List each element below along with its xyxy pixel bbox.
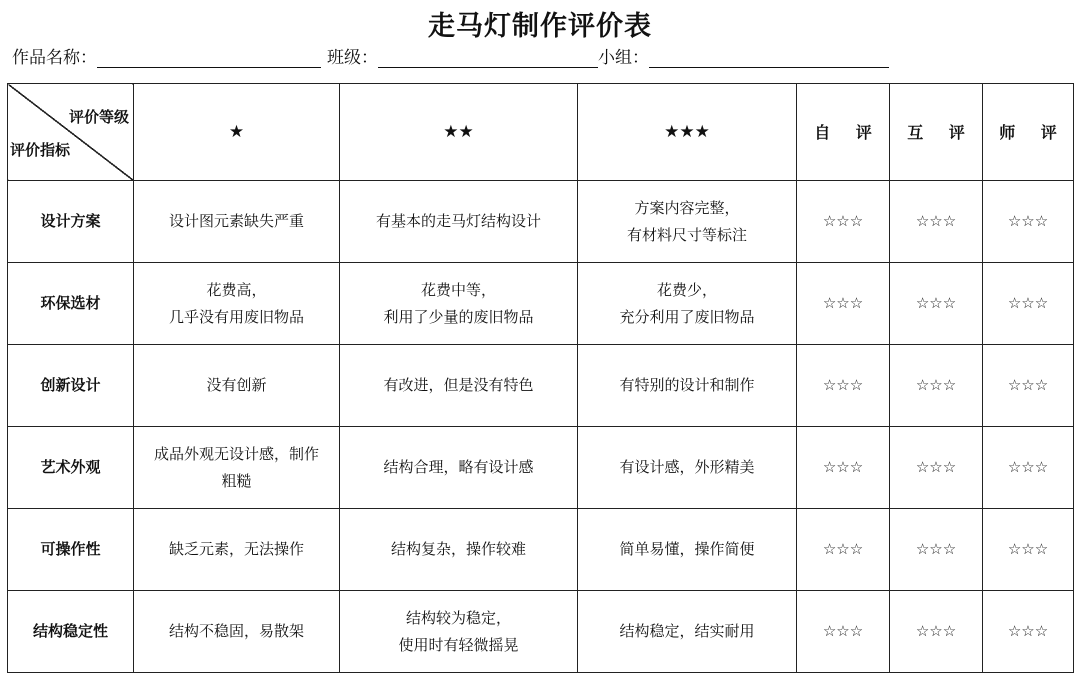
peer-rating-stars[interactable]: ☆☆☆ — [890, 509, 983, 591]
header-row — [8, 84, 1074, 181]
table-row — [8, 509, 1074, 591]
descriptor-line: 使用时有轻微摇晃 — [398, 635, 519, 654]
descriptor-line: 花费中等， — [420, 280, 496, 299]
descriptor-line: 简单易懂，操作简便 — [619, 540, 755, 558]
criterion-cell: 设计方案 — [8, 181, 134, 263]
descriptor-cell-one — [134, 263, 340, 345]
descriptor-cell-one — [134, 591, 340, 673]
descriptor-line: 利用了少量的废旧物品 — [383, 307, 534, 326]
peer-eval-header: 互 评 — [890, 84, 983, 181]
teacher-rating-stars[interactable]: ☆☆☆ — [983, 591, 1074, 673]
descriptor-line: 没有创新 — [206, 376, 267, 394]
descriptor-cell-three — [578, 509, 797, 591]
class-label: 班级： — [327, 48, 378, 68]
level-1-star-header: ★ — [134, 84, 340, 181]
descriptor-line: 结构不稳固，易散架 — [168, 622, 304, 640]
peer-rating-stars[interactable]: ☆☆☆ — [890, 263, 983, 345]
teacher-rating-stars[interactable]: ☆☆☆ — [983, 509, 1074, 591]
info-line — [12, 42, 889, 68]
peer-rating-stars[interactable]: ☆☆☆ — [890, 427, 983, 509]
descriptor-line: 方案内容完整， — [634, 198, 740, 217]
descriptor-cell-one — [134, 345, 340, 427]
self-rating-stars[interactable]: ☆☆☆ — [797, 181, 890, 263]
teacher-rating-stars[interactable]: ☆☆☆ — [983, 345, 1074, 427]
table-row — [8, 345, 1074, 427]
teacher-rating-stars[interactable]: ☆☆☆ — [983, 427, 1074, 509]
descriptor-line: 充分利用了废旧物品 — [619, 307, 755, 326]
descriptor-cell-two — [340, 181, 578, 263]
table-row — [8, 263, 1074, 345]
descriptor-line: 缺乏元素，无法操作 — [168, 540, 304, 558]
criterion-cell: 创新设计 — [8, 345, 134, 427]
criterion-cell: 环保选材 — [8, 263, 134, 345]
descriptor-line: 结构复杂，操作较难 — [390, 540, 526, 558]
descriptor-line: 设计图元素缺失严重 — [168, 212, 304, 230]
descriptor-line: 几乎没有用废旧物品 — [168, 307, 304, 326]
descriptor-line: 花费少， — [656, 280, 717, 299]
descriptor-cell-two — [340, 509, 578, 591]
page-title: 走马灯制作评价表 — [428, 11, 652, 42]
work-name-field[interactable] — [97, 47, 321, 68]
teacher-eval-header: 师 评 — [983, 84, 1074, 181]
descriptor-line: 有特别的设计和制作 — [619, 376, 755, 394]
descriptor-cell-one — [134, 509, 340, 591]
descriptor-line: 有材料尺寸等标注 — [626, 225, 747, 244]
descriptor-line: 有基本的走马灯结构设计 — [375, 212, 541, 230]
descriptor-cell-two — [340, 263, 578, 345]
level-3-star-header: ★★★ — [578, 84, 797, 181]
criterion-cell: 可操作性 — [8, 509, 134, 591]
level-2-star-header: ★★ — [340, 84, 578, 181]
descriptor-cell-two — [340, 427, 578, 509]
self-eval-header: 自 评 — [797, 84, 890, 181]
self-rating-stars[interactable]: ☆☆☆ — [797, 509, 890, 591]
table-row — [8, 591, 1074, 673]
class-field[interactable] — [378, 47, 598, 68]
criterion-axis-label: 评价指标 — [10, 141, 71, 159]
descriptor-line: 结构稳定，结实耐用 — [619, 622, 755, 640]
self-rating-stars[interactable]: ☆☆☆ — [797, 345, 890, 427]
self-rating-stars[interactable]: ☆☆☆ — [797, 427, 890, 509]
descriptor-cell-one — [134, 427, 340, 509]
teacher-rating-stars[interactable]: ☆☆☆ — [983, 263, 1074, 345]
peer-rating-stars[interactable]: ☆☆☆ — [890, 345, 983, 427]
descriptor-cell-two — [340, 591, 578, 673]
descriptor-cell-three — [578, 591, 797, 673]
level-axis-label: 评价等级 — [68, 108, 129, 126]
table-row — [8, 427, 1074, 509]
group-label: 小组： — [598, 48, 649, 68]
teacher-rating-stars[interactable]: ☆☆☆ — [983, 181, 1074, 263]
descriptor-cell-three — [578, 181, 797, 263]
criterion-cell: 艺术外观 — [8, 427, 134, 509]
descriptor-cell-three — [578, 345, 797, 427]
descriptor-cell-one — [134, 181, 340, 263]
descriptor-cell-two — [340, 345, 578, 427]
descriptor-line: 花费高， — [206, 280, 267, 299]
descriptor-line: 有改进，但是没有特色 — [383, 376, 534, 394]
self-rating-stars[interactable]: ☆☆☆ — [797, 263, 890, 345]
self-rating-stars[interactable]: ☆☆☆ — [797, 591, 890, 673]
peer-rating-stars[interactable]: ☆☆☆ — [890, 591, 983, 673]
descriptor-line: 结构较为稳定， — [405, 608, 511, 627]
descriptor-line: 成品外观无设计感，制作 — [153, 444, 319, 463]
descriptor-cell-three — [578, 427, 797, 509]
work-name-label: 作品名称： — [12, 48, 97, 68]
peer-rating-stars[interactable]: ☆☆☆ — [890, 181, 983, 263]
criterion-cell: 结构稳定性 — [8, 591, 134, 673]
group-field[interactable] — [649, 47, 889, 68]
descriptor-line: 有设计感，外形精美 — [619, 458, 755, 476]
table-row — [8, 181, 1074, 263]
descriptor-line: 结构合理，略有设计感 — [383, 458, 534, 476]
diagonal-header-cell — [8, 84, 134, 181]
descriptor-cell-three — [578, 263, 797, 345]
rubric-table — [7, 83, 1074, 673]
descriptor-line: 粗糙 — [221, 471, 252, 490]
